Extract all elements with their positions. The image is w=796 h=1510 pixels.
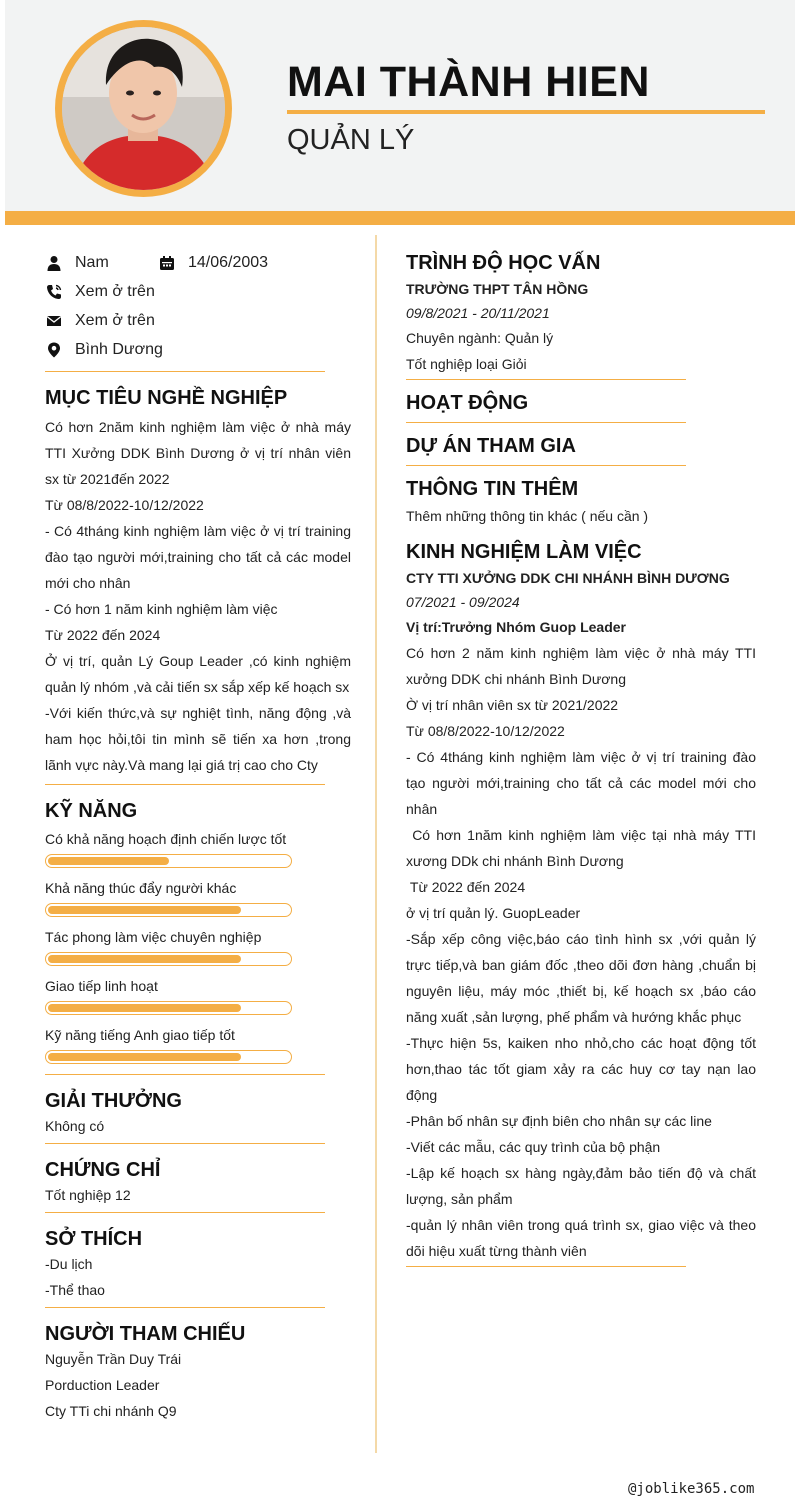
- experience-line: -Viết các mẫu, các quy trình của bộ phận: [406, 1139, 661, 1155]
- phone-icon: [45, 283, 63, 301]
- skill-bar: [45, 854, 292, 868]
- section-divider: [45, 1074, 325, 1075]
- reference-item: Cty TTi chi nhánh Q9: [45, 1403, 177, 1419]
- skill-bar-fill: [48, 906, 241, 914]
- skill-item: [45, 878, 351, 917]
- section-divider: [45, 1143, 325, 1144]
- hobby-item: -Thể thao: [45, 1282, 105, 1298]
- experience-title: KINH NGHIỆM LÀM VIỆC: [406, 541, 642, 563]
- experience-line: Ờ vị trí nhân viên sx từ 2021/2022: [406, 697, 619, 713]
- activities-title: HOẠT ĐỘNG: [406, 392, 529, 414]
- watermark: @joblike365.com: [628, 1481, 755, 1497]
- projects-title: DỰ ÁN THAM GIA: [406, 435, 576, 457]
- objective-line: -Với kiến thức,và sự nghiệt tình, năng động ,và ham học hỏi,tôi tin mình sẽ tiến xa hơn ,trong lãnh vực này.Và mang lại giá trị cao cho Cty: [45, 705, 351, 773]
- experience-line: -quản lý nhân viên trong quá trình sx, giao việc và theo dõi hiệu xuất từng thành viên: [406, 1217, 756, 1259]
- education-major: Chuyên ngành: Quản lý: [406, 330, 554, 346]
- activities-section: [406, 392, 756, 415]
- awards-text: Không có: [45, 1118, 105, 1134]
- skill-label: Khả năng thúc đẩy người khác: [45, 880, 237, 896]
- skill-item: [45, 829, 351, 868]
- skill-bar-fill: [48, 955, 241, 963]
- birthday-info: [158, 254, 268, 272]
- objective-line: Có hơn 2năm kinh nghiệm làm việc ở nhà máy TTI Xưởng DDK Bình Dương ở vị trí nhân viên sx từ 2021đến 2022: [45, 419, 351, 487]
- left-column: [45, 248, 351, 1424]
- address-value: Bình Dương: [75, 340, 163, 358]
- user-icon: [45, 254, 63, 272]
- skill-bar: [45, 1050, 292, 1064]
- certificates-title: CHỨNG CHỈ: [45, 1159, 161, 1181]
- experience-line: -Sắp xếp công việc,báo cáo tình hình sx ,với quản lý trực tiếp,và ban giám đốc ,theo dõi đơn hàng ,chuẩn bị nguyên liệu, máy móc ,thiết bị, kế hoạch sx ,báo cáo năng xuất ,sản lượng, phế phẩm và hướng khắc phục: [406, 931, 756, 1025]
- skill-item: [45, 927, 351, 966]
- phone-value: Xem ở trên: [75, 282, 155, 300]
- education-school: TRƯỜNG THPT TÂN HỒNG: [406, 281, 589, 297]
- skill-label: Có khả năng hoạch định chiến lược tốt: [45, 831, 287, 847]
- experience-line: Có hơn 1năm kinh nghiệm làm việc tại nhà máy TTI xương DDk chi nhánh Bình Dương: [406, 827, 760, 869]
- education-dates: 09/8/2021 - 20/11/2021: [406, 305, 550, 321]
- certificates-section: [45, 1159, 351, 1208]
- certificates-text: Tốt nghiệp 12: [45, 1187, 131, 1203]
- section-divider: [45, 1212, 325, 1213]
- extra-info-text: Thêm những thông tin khác ( nếu cần ): [406, 508, 649, 524]
- awards-title: GIẢI THƯỞNG: [45, 1090, 182, 1112]
- experience-company: CTY TTI XƯỞNG DDK CHI NHÁNH BÌNH DƯƠNG: [406, 570, 730, 586]
- header-accent-bar: [5, 211, 795, 225]
- reference-item: Nguyễn Trần Duy Trái: [45, 1351, 182, 1367]
- objective-title: MỤC TIÊU NGHỀ NGHIỆP: [45, 387, 288, 409]
- objective-line: - Có 4tháng kinh nghiệm làm việc ở vị trí training đào tạo người mới,training cho tất cả các model mới cho nhân: [45, 523, 351, 591]
- skill-bar: [45, 903, 292, 917]
- section-divider: [406, 379, 686, 380]
- education-result: Tốt nghiệp loại Giỏi: [406, 356, 527, 372]
- phone-info: [45, 277, 351, 306]
- envelope-icon: [45, 312, 63, 330]
- objective-line: Từ 08/8/2022-10/12/2022: [45, 497, 204, 513]
- skills-title: KỸ NĂNG: [45, 800, 138, 822]
- section-divider: [45, 1307, 325, 1308]
- references-section: [45, 1323, 351, 1424]
- experience-line: ở vị trí quản lý. GuopLeader: [406, 905, 581, 921]
- section-divider: [406, 465, 686, 466]
- skill-bar-fill: [48, 857, 169, 865]
- skills-section: [45, 800, 351, 1064]
- column-divider: [375, 235, 377, 1453]
- contact-block: [45, 248, 351, 364]
- candidate-position: QUẢN LÝ: [287, 124, 415, 156]
- experience-line: - Có 4tháng kinh nghiệm làm việc ở vị trí training đào tạo người mới,training cho tất cả các model mới cho nhân: [406, 749, 756, 817]
- experience-role: Vị trí:Trưởng Nhóm Guop Leader: [406, 619, 626, 635]
- gender-info: [45, 254, 158, 272]
- email-info: [45, 306, 351, 335]
- experience-line: Từ 2022 đến 2024: [406, 879, 526, 895]
- extra-info-title: THÔNG TIN THÊM: [406, 478, 579, 500]
- address-info: [45, 335, 351, 364]
- objective-line: Từ 2022 đến 2024: [45, 627, 161, 643]
- skill-item: [45, 976, 351, 1015]
- map-pin-icon: [45, 341, 63, 359]
- references-title: NGƯỜI THAM CHIẾU: [45, 1323, 246, 1345]
- avatar: [55, 20, 232, 197]
- hobbies-title: SỞ THÍCH: [45, 1228, 143, 1250]
- experience-line: Từ 08/8/2022-10/12/2022: [406, 723, 565, 739]
- skill-bar: [45, 952, 292, 966]
- skill-label: Kỹ năng tiếng Anh giao tiếp tốt: [45, 1027, 235, 1043]
- avatar-photo: [62, 27, 225, 190]
- calendar-icon: [158, 254, 176, 272]
- projects-section: [406, 435, 756, 458]
- section-divider: [406, 1266, 686, 1267]
- candidate-name: MAI THÀNH HIEN: [287, 58, 650, 106]
- experience-line: Có hơn 2 năm kinh nghiệm làm việc ở nhà máy TTI xưởng DDK chi nhánh Bình Dương: [406, 645, 756, 687]
- extra-info-section: [406, 478, 756, 529]
- hobby-item: -Du lịch: [45, 1256, 93, 1272]
- skill-label: Giao tiếp linh hoạt: [45, 978, 158, 994]
- gender-value: Nam: [75, 253, 109, 271]
- education-section: [406, 252, 756, 377]
- experience-line: -Phân bố nhân sự định biên cho nhân sự các line: [406, 1113, 712, 1129]
- skill-bar-fill: [48, 1004, 241, 1012]
- skill-label: Tác phong làm việc chuyên nghiệp: [45, 929, 262, 945]
- experience-section: [406, 541, 760, 1264]
- objective-section: [45, 387, 351, 778]
- birthday-value: 14/06/2003: [188, 253, 269, 271]
- skill-bar: [45, 1001, 292, 1015]
- section-divider: [45, 784, 325, 785]
- section-divider: [45, 371, 325, 372]
- awards-section: [45, 1090, 351, 1139]
- right-column: [406, 252, 760, 1267]
- reference-item: Porduction Leader: [45, 1377, 160, 1393]
- section-divider: [406, 422, 686, 423]
- skill-item: [45, 1025, 351, 1064]
- experience-dates: 07/2021 - 09/2024: [406, 594, 520, 610]
- skill-bar-fill: [48, 1053, 241, 1061]
- name-underline: [287, 110, 765, 114]
- hobbies-section: [45, 1228, 351, 1303]
- objective-line: - Có hơn 1 năm kinh nghiệm làm việc: [45, 601, 278, 617]
- experience-line: -Thực hiện 5s, kaiken nho nhỏ,cho các hoạt động tốt hơn,thao tác tốt giam xảy ra các huy cơ tay nạn lao động: [406, 1035, 756, 1103]
- experience-line: -Lập kế hoạch sx hàng ngày,đảm bảo tiến độ và chất lượng, sản phẩm: [406, 1165, 756, 1207]
- person-photo-icon: [62, 27, 225, 190]
- objective-line: Ở vị trí, quản Lý Goup Leader ,có kinh nghiệm quản lý nhóm ,và cải tiến sx sắp xếp kế hoạch sx: [45, 653, 351, 695]
- email-value: Xem ở trên: [75, 311, 155, 329]
- education-title: TRÌNH ĐỘ HỌC VẤN: [406, 252, 601, 274]
